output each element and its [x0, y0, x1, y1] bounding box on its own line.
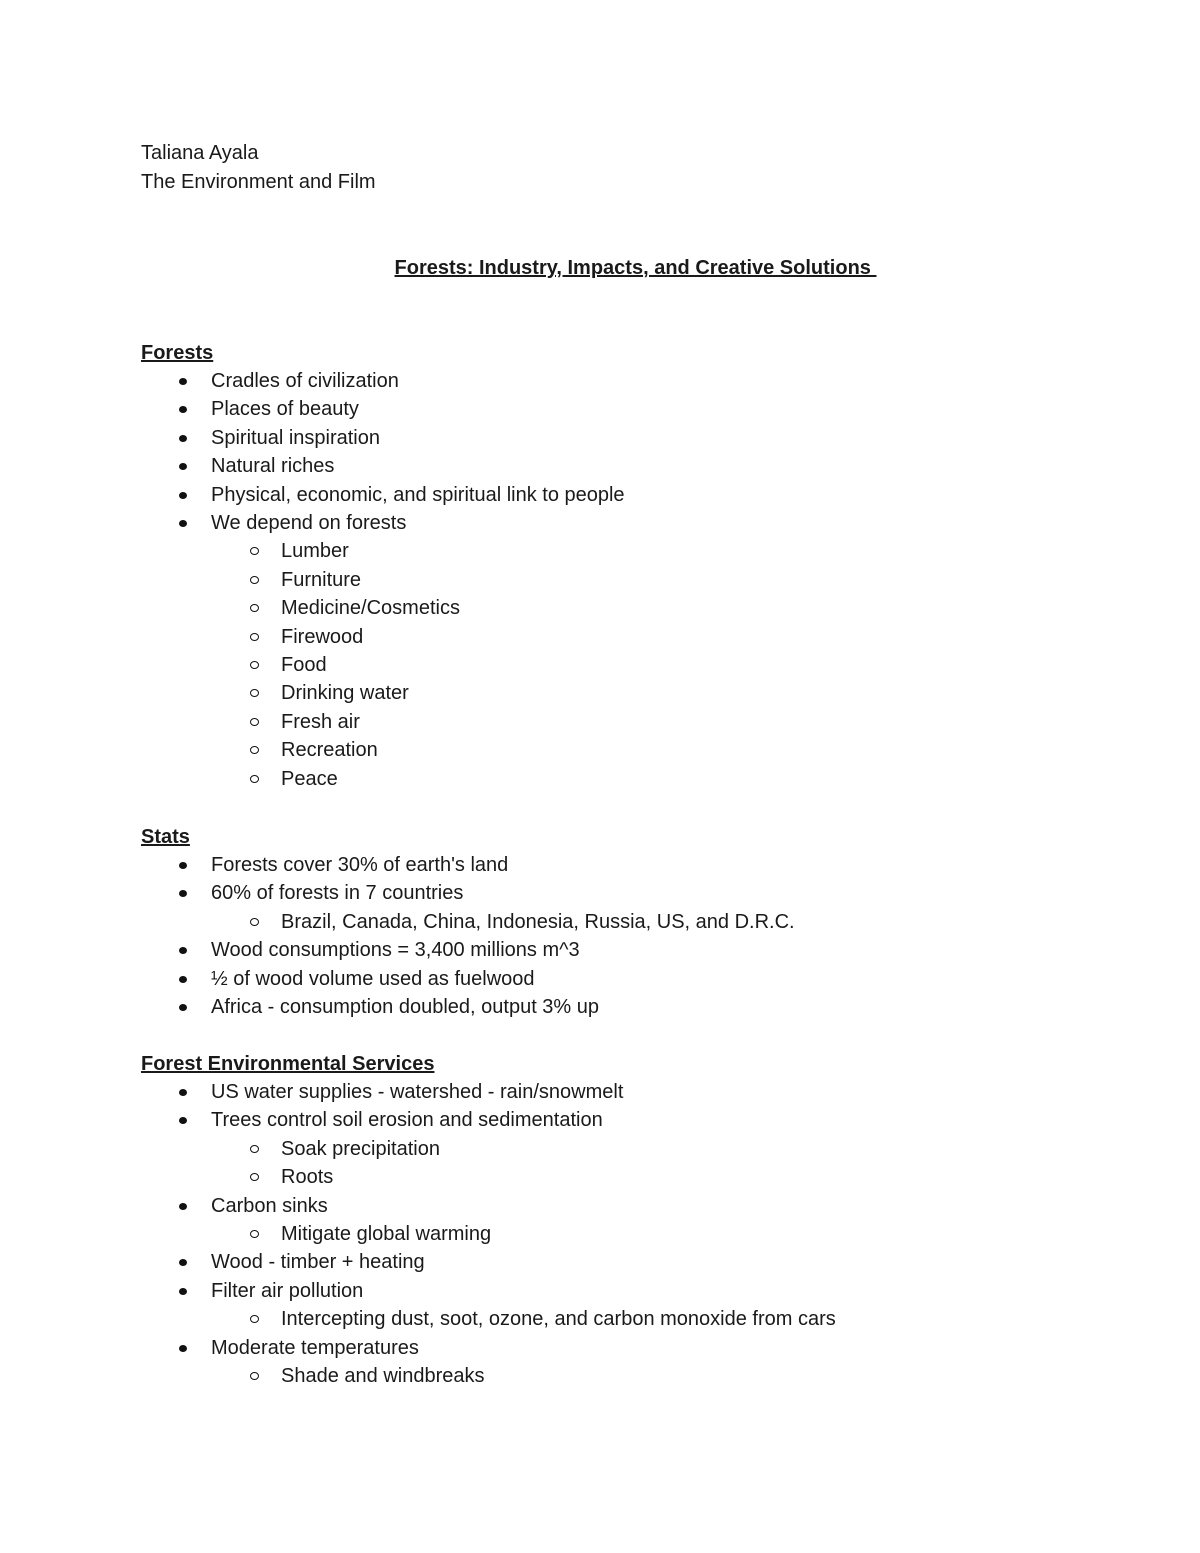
list-item	[141, 851, 795, 879]
bullet-dot-icon	[179, 1117, 187, 1124]
bullet-dot-icon	[179, 492, 187, 499]
list-item-text: US water supplies - watershed - rain/snowmelt	[211, 1081, 624, 1103]
sub-list-item-text: Recreation	[281, 739, 378, 762]
sub-list-item	[211, 1135, 836, 1163]
bullet-circle-icon	[250, 746, 259, 754]
sub-list-item-text: Brazil, Canada, China, Indonesia, Russia, US, and D.R.C.	[281, 910, 795, 933]
list-item	[141, 481, 625, 509]
sub-bullet-list	[211, 1305, 836, 1333]
bullet-dot-icon	[179, 406, 187, 413]
bullet-dot-icon	[179, 463, 187, 470]
sub-list-item-text: Food	[281, 654, 327, 677]
sub-list-item	[211, 623, 625, 651]
bullet-circle-icon	[250, 633, 259, 641]
bullet-dot-icon	[179, 947, 187, 954]
list-item	[141, 936, 795, 964]
sub-list-item-text: Firewood	[281, 625, 364, 648]
list-item-text: Physical, economic, and spiritual link to people	[211, 483, 625, 506]
bullet-circle-icon	[250, 1230, 259, 1238]
sub-list-item	[211, 594, 625, 622]
bullet-dot-icon	[179, 1089, 187, 1096]
author-name: Taliana Ayala	[141, 142, 259, 164]
list-item-text: Spiritual inspiration	[211, 426, 380, 449]
section-heading: Forests	[141, 342, 214, 364]
list-item	[141, 1248, 836, 1276]
sub-bullet-list	[211, 537, 625, 793]
sub-list-item-text: Roots	[281, 1166, 334, 1189]
list-item-text: Trees control soil erosion and sedimentation	[211, 1109, 603, 1132]
bullet-dot-icon	[179, 378, 187, 385]
list-item	[141, 395, 625, 423]
bullet-circle-icon	[250, 775, 259, 783]
bullet-circle-icon	[250, 1173, 259, 1181]
sub-list-item	[211, 908, 795, 936]
bullet-dot-icon	[179, 976, 187, 983]
bullet-circle-icon	[250, 604, 259, 612]
list-item-text: Places of beauty	[211, 398, 359, 421]
sub-list-item-text: Medicine/Cosmetics	[281, 597, 460, 620]
sub-list-item	[211, 1362, 836, 1390]
sub-list-item-text: Furniture	[281, 568, 362, 591]
sub-list-item-text: Peace	[281, 767, 338, 790]
list-item	[141, 424, 625, 452]
list-item-text: Africa - consumption doubled, output 3% up	[211, 996, 600, 1019]
list-item	[141, 1277, 836, 1305]
list-item	[141, 367, 625, 395]
sub-list-item	[211, 1220, 836, 1248]
sub-list-container	[141, 908, 795, 936]
bullet-circle-icon	[250, 1315, 259, 1323]
sub-list-item	[211, 651, 625, 679]
sub-list-item	[211, 537, 625, 565]
list-item-text: Natural riches	[211, 455, 335, 478]
list-item	[141, 452, 625, 480]
sub-list-item-text: Lumber	[281, 540, 349, 563]
list-item-text: Wood consumptions = 3,400 millions m^3	[211, 939, 580, 962]
bullet-circle-icon	[250, 1145, 259, 1153]
list-item	[141, 1078, 836, 1106]
list-item-text: Carbon sinks	[211, 1194, 328, 1217]
section-forests	[141, 339, 625, 793]
sub-bullet-list	[211, 1135, 836, 1192]
bullet-list	[141, 851, 795, 1021]
bullet-list	[141, 367, 625, 793]
bullet-circle-icon	[250, 661, 259, 669]
list-item	[141, 1192, 836, 1220]
sub-list-container	[141, 537, 625, 793]
bullet-circle-icon	[250, 547, 259, 555]
sub-list-item-text: Drinking water	[281, 682, 409, 705]
bullet-circle-icon	[250, 689, 259, 697]
sub-list-item	[211, 566, 625, 594]
sub-list-item-text: Fresh air	[281, 710, 360, 733]
bullet-dot-icon	[179, 1259, 187, 1266]
list-item-text: Cradles of civilization	[211, 370, 399, 392]
bullet-dot-icon	[179, 1345, 187, 1352]
sub-list-container	[141, 1220, 836, 1248]
section-heading: Forest Environmental Services	[141, 1053, 435, 1075]
bullet-dot-icon	[179, 520, 187, 527]
bullet-dot-icon	[179, 1004, 187, 1011]
sub-list-container	[141, 1305, 836, 1333]
sub-list-item-text: Soak precipitation	[281, 1137, 440, 1160]
bullet-dot-icon	[179, 862, 187, 869]
bullet-circle-icon	[250, 1372, 259, 1380]
sub-bullet-list	[211, 1362, 836, 1390]
sub-bullet-list	[211, 1220, 836, 1248]
sub-list-item	[211, 765, 625, 793]
sub-list-item	[211, 1163, 836, 1191]
bullet-dot-icon	[179, 1288, 187, 1295]
bullet-circle-icon	[250, 918, 259, 926]
sub-list-item-text: Intercepting dust, soot, ozone, and carbon monoxide from cars	[281, 1308, 836, 1331]
list-item-text: Filter air pollution	[211, 1279, 364, 1302]
list-item-text: Moderate temperatures	[211, 1336, 419, 1359]
list-item-text: Wood - timber + heating	[211, 1251, 425, 1274]
bullet-circle-icon	[250, 576, 259, 584]
section-environmental-services	[141, 1050, 836, 1390]
sub-list-item	[211, 679, 625, 707]
bullet-dot-icon	[179, 1203, 187, 1210]
list-item	[141, 509, 625, 537]
list-item-text: 60% of forests in 7 countries	[211, 882, 464, 905]
list-item	[141, 993, 795, 1021]
sub-list-container	[141, 1362, 836, 1390]
sub-list-item-text: Shade and windbreaks	[281, 1365, 485, 1388]
bullet-dot-icon	[179, 890, 187, 897]
section-stats	[141, 823, 795, 1021]
sub-list-item-text: Mitigate global warming	[281, 1223, 492, 1246]
list-item	[141, 1334, 836, 1362]
document-title: Forests: Industry, Impacts, and Creative Solutions	[394, 257, 877, 279]
sub-bullet-list	[211, 908, 795, 936]
bullet-dot-icon	[179, 435, 187, 442]
list-item-text: ½ of wood volume used as fuelwood	[211, 967, 535, 990]
bullet-list	[141, 1078, 836, 1390]
list-item-text: Forests cover 30% of earth's land	[211, 854, 509, 876]
section-heading: Stats	[141, 826, 190, 848]
sub-list-item	[211, 736, 625, 764]
course-name: The Environment and Film	[141, 171, 376, 193]
list-item	[141, 879, 795, 907]
list-item	[141, 965, 795, 993]
list-item-text: We depend on forests	[211, 512, 407, 535]
sub-list-item	[211, 1305, 836, 1333]
bullet-circle-icon	[250, 718, 259, 726]
sub-list-item	[211, 708, 625, 736]
list-item	[141, 1106, 836, 1134]
sub-list-container	[141, 1135, 836, 1192]
